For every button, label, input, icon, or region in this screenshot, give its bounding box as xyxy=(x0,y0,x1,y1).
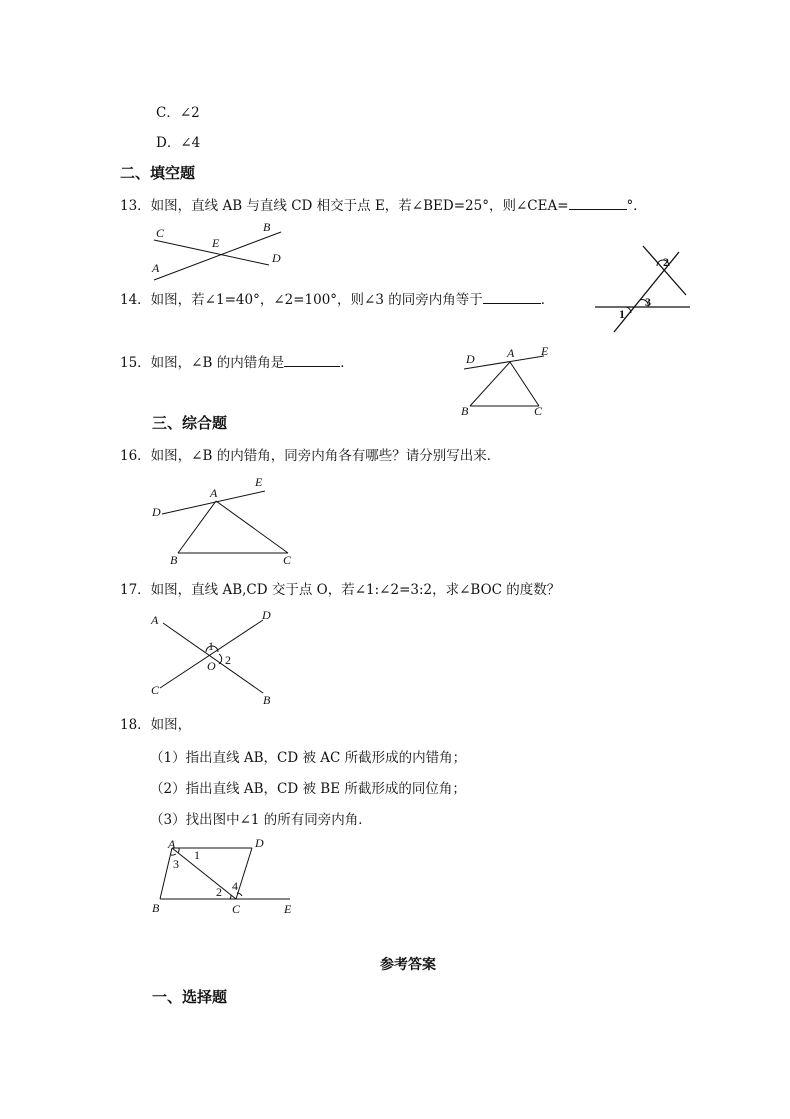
reference-answers-title: 参考答案 xyxy=(380,957,436,973)
label-1: 1 xyxy=(619,307,625,321)
figure-q16 xyxy=(150,476,300,566)
label-c: C xyxy=(534,404,543,418)
label-2: 2 xyxy=(663,255,669,269)
label-2: 2 xyxy=(225,653,231,667)
question-13 xyxy=(120,197,647,215)
label-e: E xyxy=(212,236,220,250)
label-a: A xyxy=(168,837,176,851)
label-1: 1 xyxy=(208,639,214,653)
label-4: 4 xyxy=(232,879,238,893)
label-a: A xyxy=(151,613,159,627)
side-dc xyxy=(236,848,252,899)
option-c: C．∠2 xyxy=(156,105,200,121)
angle-2-arc xyxy=(230,895,231,899)
question-14 xyxy=(120,291,554,309)
question-18: 18．如图， xyxy=(120,717,192,733)
answer-blank xyxy=(483,291,541,304)
side-ac xyxy=(510,362,539,406)
side-ab xyxy=(470,362,510,406)
line-cd xyxy=(160,620,263,688)
label-c: C xyxy=(283,553,292,567)
label-b: B xyxy=(263,693,271,707)
question-16: 16．如图，∠B 的内错角，同旁内角各有哪些？请分别写出来． xyxy=(120,448,501,464)
figure-q13 xyxy=(148,220,298,282)
figure-q17 xyxy=(148,608,278,708)
question-15-suffix: ． xyxy=(340,355,354,371)
label-3: 3 xyxy=(645,295,651,309)
section-multiple-choice-title: 一、选择题 xyxy=(152,988,228,1006)
label-b: B xyxy=(263,220,271,234)
label-e: E xyxy=(541,344,549,358)
figure-q18 xyxy=(148,836,298,916)
label-c: C xyxy=(232,902,241,916)
label-a: A xyxy=(507,346,515,360)
side-ab xyxy=(160,848,172,899)
label-e: E xyxy=(284,902,292,916)
label-c: C xyxy=(156,226,165,240)
section-fill-in-title: 二、填空题 xyxy=(120,164,196,182)
label-a: A xyxy=(210,486,218,500)
label-a: A xyxy=(152,261,160,275)
label-d: D xyxy=(255,836,264,850)
angle-1-arc xyxy=(178,848,179,853)
label-b: B xyxy=(461,404,469,418)
question-14-suffix: ． xyxy=(540,292,555,308)
label-d: D xyxy=(272,251,281,265)
label-b: B xyxy=(170,553,178,567)
label-c: C xyxy=(151,683,160,697)
label-3: 3 xyxy=(173,857,179,871)
question-15 xyxy=(120,354,354,372)
label-d: D xyxy=(466,352,475,366)
label-d: D xyxy=(152,505,161,519)
line-de xyxy=(464,356,544,369)
question-18-part-1: （1）指出直线 AB，CD 被 AC 所截形成的内错角； xyxy=(150,750,467,766)
label-o: O xyxy=(207,659,216,673)
figure-q15 xyxy=(460,345,560,417)
line-ab xyxy=(163,623,263,693)
answer-blank xyxy=(284,354,340,367)
question-15-text: 15．如图，∠B 的内错角是 xyxy=(120,355,285,371)
question-13-suffix: °． xyxy=(626,198,647,214)
question-13-text: 13．如图，直线 AB 与直线 CD 相交于点 E，若∠BED=25°，则∠CEA= xyxy=(120,198,569,214)
question-18-part-2: （2）指出直线 AB，CD 被 BE 所截形成的同位角； xyxy=(150,781,466,797)
question-18-part-3: （3）找出图中∠1 的所有同旁内角． xyxy=(150,812,372,828)
label-e: E xyxy=(255,475,263,489)
diagonal-ac xyxy=(172,848,236,899)
answer-blank xyxy=(569,197,627,210)
angle-3-arc xyxy=(171,854,176,855)
label-1: 1 xyxy=(194,848,200,862)
label-d: D xyxy=(262,608,271,622)
question-14-text: 14．如图，若∠1=40°，∠2=100°，则∠3 的同旁内角等于 xyxy=(120,292,483,308)
option-d: D．∠4 xyxy=(156,135,201,151)
section-comprehensive-title: 三、综合题 xyxy=(152,414,228,432)
label-b: B xyxy=(152,901,160,915)
side-ac xyxy=(216,501,288,553)
label-2: 2 xyxy=(216,885,222,899)
question-17: 17．如图，直线 AB,CD 交于点 O，若∠1:∠2=3:2，求∠BOC 的度数？ xyxy=(120,582,561,598)
figure-q14 xyxy=(595,244,695,336)
